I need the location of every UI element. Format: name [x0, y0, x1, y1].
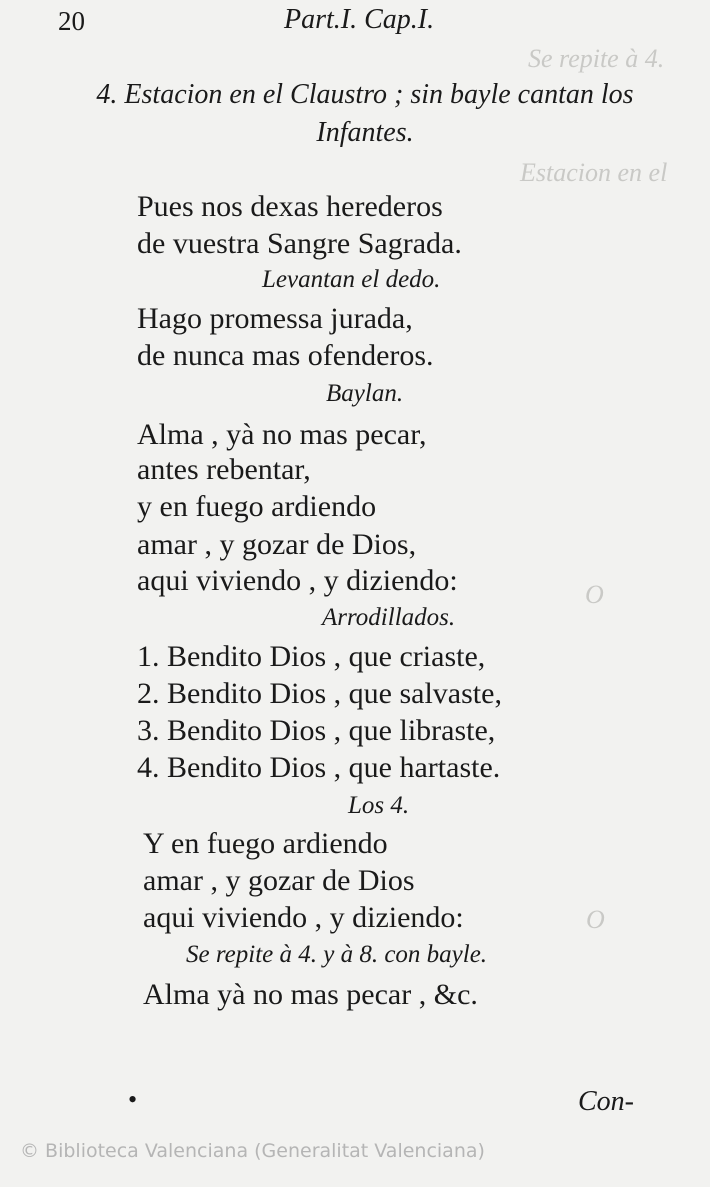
verse-line: aqui viviendo , y diziendo:: [143, 901, 464, 934]
verse-line: Y en fuego ardiendo: [143, 827, 388, 860]
bleed-through-text: O: [585, 580, 604, 609]
verse-line: amar , y gozar de Dios: [143, 864, 415, 897]
verse-line: antes rebentar,: [137, 453, 311, 486]
running-head: Part.I. Cap.I.: [284, 4, 435, 35]
verse-line: y en fuego ardiendo: [137, 490, 377, 523]
verse-line: aqui viviendo , y diziendo:: [137, 564, 458, 597]
copyright-watermark: © Biblioteca Valenciana (Generalitat Valenciana): [20, 1140, 485, 1162]
bleed-through-text: Se repite à 4.: [528, 44, 665, 73]
stage-direction: Se repite à 4. y à 8. con bayle.: [186, 941, 488, 968]
heading-line-1: 4. Estacion en el Claustro ; sin bayle cantan los: [96, 79, 634, 110]
page-number: 20: [58, 6, 85, 36]
verse-line: de nunca mas ofenderos.: [137, 339, 434, 372]
printer-mark: •: [128, 1085, 138, 1114]
bleed-through-text: O: [586, 905, 605, 934]
numbered-line: 3. Bendito Dios , que libraste,: [137, 714, 496, 747]
stage-direction: Los 4.: [348, 792, 410, 819]
stage-direction: Levantan el dedo.: [262, 266, 441, 293]
bleed-through-text: Estacion en el: [520, 158, 668, 187]
verse-line: Hago promessa jurada,: [137, 302, 413, 335]
catchword: Con-: [578, 1086, 634, 1117]
verse-line: amar , y gozar de Dios,: [137, 528, 417, 561]
page-header: [0, 2, 710, 42]
heading-line-2: Infantes.: [316, 117, 414, 148]
verse-line: Pues nos dexas herederos: [137, 190, 443, 223]
numbered-line: 1. Bendito Dios , que criaste,: [137, 640, 486, 673]
verse-line: de vuestra Sangre Sagrada.: [137, 227, 462, 260]
numbered-line: 4. Bendito Dios , que hartaste.: [137, 751, 501, 784]
numbered-line: 2. Bendito Dios , que salvaste,: [137, 677, 502, 710]
verse-line: Alma yà no mas pecar , &c.: [143, 978, 478, 1011]
stage-direction: Baylan.: [326, 380, 404, 407]
section-heading: [60, 76, 670, 152]
stage-direction: Arrodillados.: [322, 604, 456, 631]
verse-line: Alma , yà no mas pecar,: [137, 418, 427, 451]
